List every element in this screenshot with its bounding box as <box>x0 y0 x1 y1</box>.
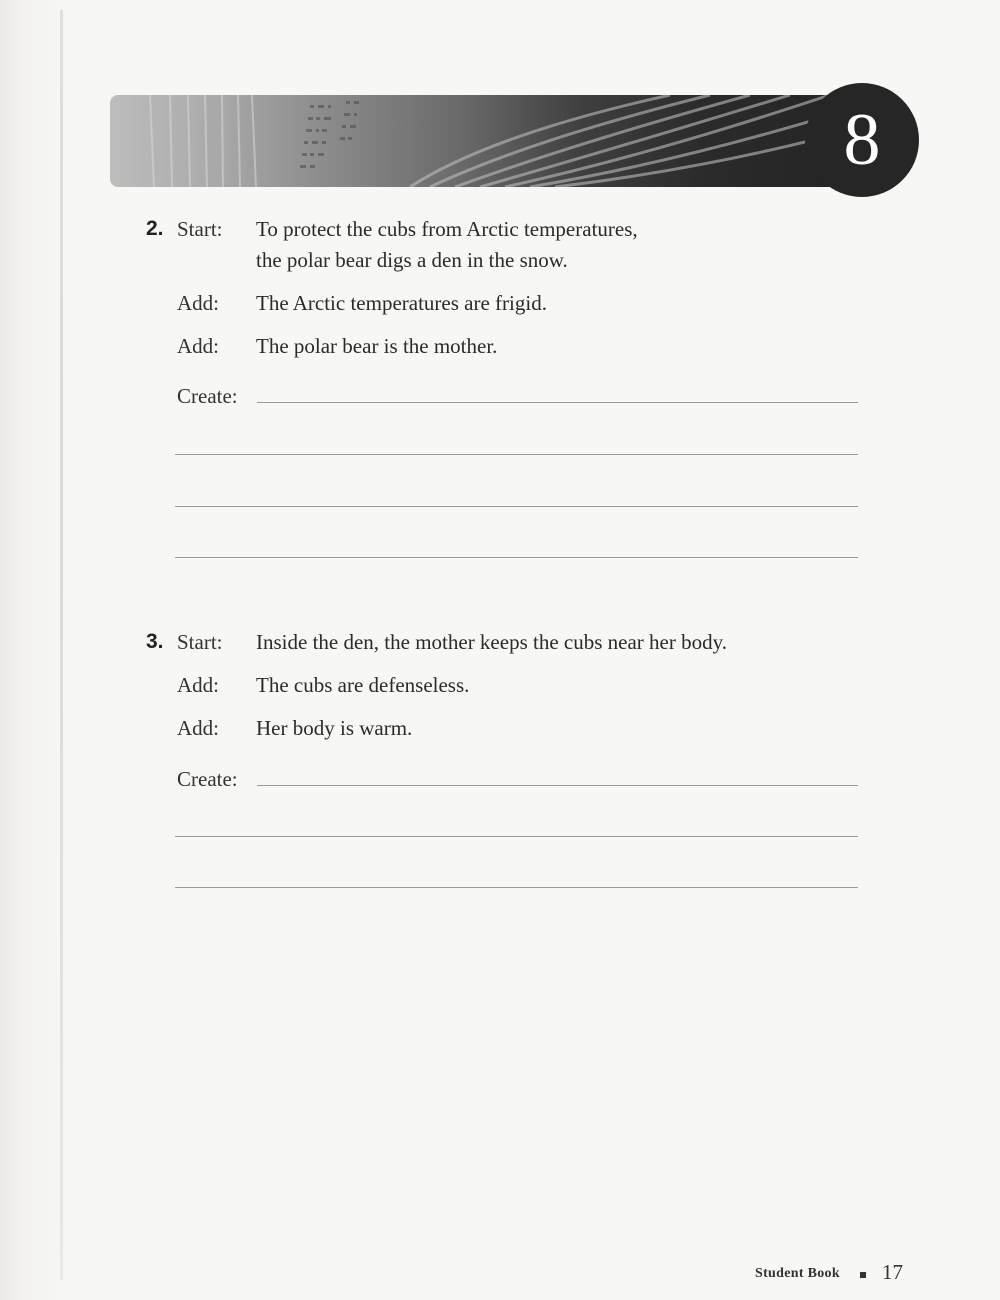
answer-line[interactable] <box>257 785 858 786</box>
start-text <box>256 627 727 658</box>
start-text <box>256 214 638 276</box>
footer-bullet-icon <box>860 1272 866 1278</box>
start-label: Start: <box>177 630 223 654</box>
answer-line[interactable] <box>175 506 858 507</box>
answer-line[interactable] <box>175 887 858 888</box>
create-label: Create: <box>177 384 238 408</box>
question-number: 2. <box>146 217 164 240</box>
add-text: The Arctic temperatures are frigid. <box>256 291 547 315</box>
answer-line[interactable] <box>175 836 858 837</box>
answer-line[interactable] <box>175 454 858 455</box>
add-label: Add: <box>177 334 219 358</box>
add-label: Add: <box>177 673 219 697</box>
add-text: The polar bear is the mother. <box>256 334 498 358</box>
scan-edge <box>0 0 72 1300</box>
question-number: 3. <box>146 630 164 653</box>
answer-line[interactable] <box>257 402 858 403</box>
start-text-line: the polar bear digs a den in the snow. <box>256 248 568 272</box>
answer-line[interactable] <box>175 557 858 558</box>
start-text-line: To protect the cubs from Arctic temperatures, <box>256 217 638 241</box>
page-number: 17 <box>882 1260 903 1284</box>
lesson-number-badge: 8 <box>805 83 919 197</box>
add-text: Her body is warm. <box>256 716 413 740</box>
book-pages-graphic <box>110 95 870 187</box>
start-text-line: Inside the den, the mother keeps the cubs near her body. <box>256 630 727 654</box>
header-banner-image <box>110 95 870 187</box>
footer-book-label: Student Book <box>755 1266 840 1281</box>
add-label: Add: <box>177 291 219 315</box>
add-text: The cubs are defenseless. <box>256 673 470 697</box>
add-label: Add: <box>177 716 219 740</box>
start-label: Start: <box>177 217 223 241</box>
create-label: Create: <box>177 767 238 791</box>
